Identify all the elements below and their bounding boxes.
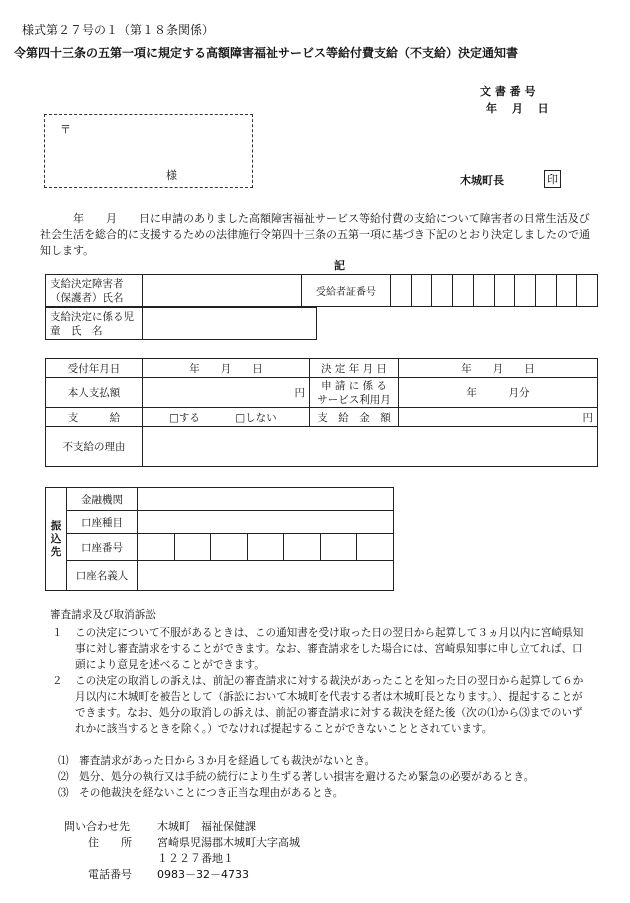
decision-table (45, 358, 598, 467)
bank-cell[interactable] (138, 488, 394, 511)
receipt-date-value: 年 月 日 (143, 359, 310, 378)
amount-yen: 円 (399, 408, 598, 427)
form-number: 様式第２７号の１（第１８条関係） (22, 23, 215, 37)
bank-label: 金融機関 (67, 488, 138, 511)
document-title: 令第四十三条の五第一項に規定する高額障害福祉サービス等給付費支給（不支給）決定通知書 (14, 46, 519, 60)
account-name-cell[interactable] (138, 561, 394, 591)
transfer-side-label: 振込先 (46, 488, 67, 591)
contact-office: 木城町 福祉保健課 (157, 820, 256, 833)
reason-cell[interactable] (143, 427, 598, 467)
amount-label: 支 給 金 額 (310, 408, 399, 427)
decision-date-label: 決 定 年 月 日 (310, 359, 399, 378)
service-month-label-2: サービス利用月 (317, 393, 391, 406)
note-1-text: この決定について不服があるときは、この通知書を受け取った日の翌日から起算して３ヵ月以内に宮崎県知事に対し審査請求をすることができます。なお、審査請求をした場合には、宮崎県知事に申し立てれば、口頭により意見を述べることができます。 (75, 627, 584, 671)
address-box (44, 114, 253, 188)
reason-label: 不支給の理由 (46, 427, 143, 467)
cert-number-cells[interactable] (391, 275, 598, 307)
recipient-name-cell[interactable] (143, 275, 302, 307)
child-table (45, 307, 317, 340)
child-label: 支給決定に係る児 童 氏 名 (46, 308, 143, 340)
recipient-label: 支給決定障害者（保護者）氏名 (46, 275, 143, 307)
note-sub-2: ⑵ 処分、処分の執行又は手続の続行により生ずる著しい損害を避けるため緊急の必要があるとき。 (58, 771, 535, 783)
contact-label: 問い合わせ先 (64, 820, 130, 833)
contact-tel: 0983－32－4733 (157, 868, 249, 881)
recipient-table (45, 274, 598, 307)
account-number-cells[interactable] (138, 534, 394, 561)
notice-body: 年 月 日に申請のありました高額障害福祉サービス等給付費の支給について障害者の日常生活及び社会生活を総合的に支援するための法律施行令第四十三条の五第一項に基づき下記のとおり決定しましたので通知します。 (40, 212, 590, 257)
payment-yes-checkbox[interactable]: □する (169, 411, 200, 424)
note-2-text: この決定の取消しの訴えは、前記の審査請求に対する裁決があったことを知った日の翌日から起算して６か月以内に木城町を被告として（訴訟において木城町を代表する者は木城町長となります。）、提起することができます。なお、処分の取消しの訴えは、前記の審査請求に対する裁決を経た後（次の⑴から⑶までのいずれかに該当するときを除く。）でなければ提起することができないこととされています。 (75, 675, 584, 735)
payment-no-checkbox[interactable]: □しない (235, 411, 277, 424)
issue-date: 年 月 日 (486, 102, 549, 115)
contact-tel-label: 電話番号 (88, 868, 132, 881)
seal-mark: 印 (544, 170, 561, 188)
child-name-cell[interactable] (143, 308, 317, 340)
account-name-label: 口座名義人 (67, 561, 138, 591)
transfer-table (45, 487, 394, 591)
note-2-number: ２ (52, 675, 63, 687)
service-month-value: 年 月分 (399, 378, 598, 408)
notes-heading: 審査請求及び取消訴訟 (50, 609, 156, 621)
postal-mark: 〒 (60, 123, 71, 136)
payment-label: 支 給 (46, 408, 143, 427)
decision-date-value: 年 月 日 (399, 359, 598, 378)
note-1-number: １ (52, 627, 63, 639)
sender-name: 木城町長 (460, 174, 504, 187)
service-month-label-1: 申 請 に 係 る (321, 379, 387, 392)
note-sub-3: ⑶ その他裁決を経ないことにつき正当な理由があるとき。 (58, 787, 344, 799)
account-type-cell[interactable] (138, 511, 394, 534)
payment-options (143, 408, 310, 427)
ki-label: 記 (334, 259, 345, 272)
contact-address-1: 宮崎県児湯郡木城町大字高城 (157, 836, 300, 849)
self-pay-yen: 円 (143, 378, 310, 408)
self-pay-label: 本人支払額 (46, 378, 143, 408)
receipt-date-label: 受付年月日 (46, 359, 143, 378)
note-sub-1: ⑴ 審査請求があった日から３か月を経過しても裁決がないとき。 (58, 755, 376, 767)
contact-address-2: １２２７番地１ (157, 852, 234, 865)
account-number-label: 口座番号 (67, 534, 138, 561)
doc-number-label: 文 書 番 号 (480, 85, 536, 98)
honorific-sama: 様 (166, 169, 177, 182)
cert-number-label: 受給者証番号 (302, 275, 391, 307)
account-type-label: 口座種目 (67, 511, 138, 534)
service-month-label (310, 378, 399, 408)
contact-address-label: 住 所 (88, 836, 132, 849)
